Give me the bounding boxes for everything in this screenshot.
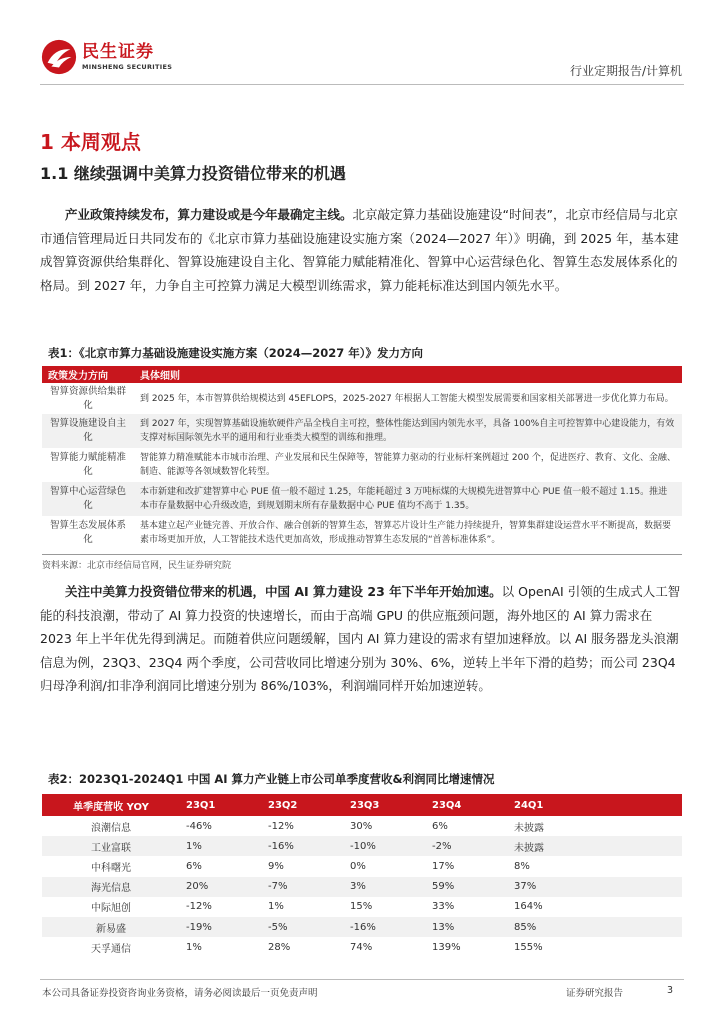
column-header: 23Q1 <box>180 794 262 816</box>
table-cell: 164% <box>514 901 543 913</box>
table-row <box>42 917 682 937</box>
logo-chinese-name: 民生证券 <box>82 41 154 62</box>
company-name: 天孚通信 <box>91 943 131 955</box>
header-divider <box>40 84 684 85</box>
table-cell: 20% <box>180 877 262 897</box>
table-row <box>42 383 682 414</box>
table-cell: 155% <box>514 941 543 953</box>
report-type: 行业定期报告/计算机 <box>569 64 682 78</box>
paragraph-policy-lead: 产业政策持续发布，算力建设或是今年最确定主线。 <box>65 207 353 222</box>
table-row <box>42 836 682 856</box>
column-header: 具体细则 <box>134 366 682 383</box>
footer-label: 证券研究报告 <box>566 988 624 999</box>
table-cell-detail: 到 2025 年，本市智算供给规模达到 45EFLOPS，2025-2027 年根据人工智能大模型发展需要和国家相关部署进一步优化算力布局。 <box>140 393 674 404</box>
table-cell: -16% <box>262 836 344 856</box>
table-cell-detail: 基本建立起产业链完善、开放合作、融合创新的智算生态，智算芯片设计生产能力持续提升，智算集群建设运营水平不断提高，数据要素市场更加开放，人工智能技术迭代更加高效，形成推动智算生态发展的“首善标准体系”。 <box>140 521 672 545</box>
table-cell: 6% <box>186 860 202 872</box>
table-header-row <box>42 794 682 816</box>
table-cell: -12% <box>186 901 212 913</box>
table1-bottom-rule <box>42 554 682 555</box>
column-header: 23Q4 <box>426 794 508 816</box>
table-cell: -7% <box>262 877 344 897</box>
table-cell: 28% <box>268 941 291 953</box>
table-cell: 1% <box>186 941 202 953</box>
table-row <box>42 816 682 836</box>
table-cell: 3% <box>344 877 426 897</box>
company-name: 浪潮信息 <box>91 822 131 834</box>
table-cell: -16% <box>344 917 426 937</box>
company-name: 新易盛 <box>42 917 180 937</box>
logo-english-name: MINSHENG SECURITIES <box>82 62 173 71</box>
paragraph-ai-compute-lead: 关注中美算力投资错位带来的机遇，中国 AI 算力建设 23 年下半年开始加速。 <box>65 584 502 599</box>
company-name: 工业富联 <box>42 836 180 856</box>
table-cell: -10% <box>344 836 426 856</box>
revenue-growth-table <box>42 794 682 957</box>
table-cell: 59% <box>426 877 508 897</box>
column-header: 23Q3 <box>344 794 426 816</box>
table-cell: 8% <box>514 860 530 872</box>
table-cell-direction: 智算设施建设自主化 <box>42 414 134 448</box>
table-cell-direction: 智算中心运营绿色化 <box>42 482 134 516</box>
table-cell-direction: 智算资源供给集群化 <box>49 385 126 411</box>
paragraph-policy-body: 北京敲定算力基础设施建设“时间表”，北京市经信局与北京市通信管理局近日共同发布的《北京市算力基础设施建设实施方案（2024—2027 年）》明确，到 2025 年，基本建成智算资源供给集群化、智算设施建设自主化、智算能力赋能精准化、智算中心运营绿色化、智算生态发展体系化的格局。到 2027 年，力争自主可控算力满足大模型训练需求，算力能耗标准达到国内领先水平。 <box>40 207 679 293</box>
table-cell: 9% <box>268 860 284 872</box>
minsheng-logo-icon <box>40 38 78 76</box>
table1-source: 资料来源：北京市经信局官网，民生证券研究院 <box>42 561 232 571</box>
table-cell: 33% <box>432 901 455 913</box>
table-cell-detail: 本市新建和改扩建智算中心 PUE 值一般不超过 1.25，年能耗超过 3 万吨标煤的大规模先进智算中心 PUE 值一般不超过 1.15。推进本市存量数据中心升级改造，到规划期末所有存量数据中心 PUE 值均不高于 1.35。 <box>134 482 682 516</box>
table-cell: 37% <box>508 877 682 897</box>
column-header: 24Q1 <box>508 794 682 816</box>
table-cell-detail: 智能算力精准赋能本市城市治理、产业发展和民生保障等，智能算力驱动的行业标杆案例超过 200 个，促进医疗、教育、文化、金融、制造、能源等各领域数智化转型。 <box>140 453 676 477</box>
table-header-row <box>42 366 682 383</box>
table-cell: 未披露 <box>514 822 544 834</box>
page-number: 3 <box>667 985 674 996</box>
table-row <box>42 448 682 482</box>
footer-disclaimer: 本公司具备证券投资咨询业务资格，请务必阅读最后一页免责声明 <box>42 988 318 999</box>
minsheng-logo <box>40 38 172 76</box>
table-cell-direction: 智算能力赋能精准化 <box>49 452 126 477</box>
table-row <box>42 516 682 550</box>
table-cell-direction: 智算生态发展体系化 <box>49 520 126 545</box>
table-cell: -5% <box>262 917 344 937</box>
table1-caption: 表1：《北京市算力基础设施建设实施方案（2024—2027 年）》发力方向 <box>48 346 424 360</box>
footer-divider <box>40 979 684 980</box>
paragraph-ai-compute <box>40 580 686 698</box>
table-cell: 未披露 <box>508 836 682 856</box>
table-row <box>42 856 682 876</box>
table-cell: 30% <box>350 820 373 832</box>
table-cell: 139% <box>432 941 461 953</box>
table-cell: 85% <box>508 917 682 937</box>
paragraph-ai-compute-body: 以 OpenAI 引领的生成式人工智能的科技浪潮，带动了 AI 算力投资的快速增长，而由于高端 GPU 的供应瓶颈问题，海外地区的 AI 算力需求在 2023 年上半年优先得到满足。而随着供应问题缓解，国内 AI 算力建设的需求有望加速释放。以 AI 服务器龙头浪潮信息为例，23Q3、23Q4 两个季度，公司营收同比增速分别为 30%、6%，逆转上半年下滑的趋势；而公司 23Q4 归母净利润/扣非净利润同比增速分别为 86%/103%，利润端同样开始加速逆转。 <box>40 584 681 693</box>
table-cell: -46% <box>186 820 212 832</box>
table-cell: 6% <box>432 820 448 832</box>
table-cell: 15% <box>350 901 373 913</box>
table-cell: -2% <box>426 836 508 856</box>
table-cell: 74% <box>350 941 373 953</box>
section-heading: 1 本周观点 <box>40 130 141 154</box>
table-cell: 1% <box>180 836 262 856</box>
policy-direction-table <box>42 366 682 550</box>
column-header: 单季度营收 YOY <box>42 794 180 816</box>
table-row <box>42 897 682 917</box>
table-cell: -12% <box>268 820 294 832</box>
table-cell: 13% <box>426 917 508 937</box>
table-row <box>42 877 682 897</box>
table-cell-detail: 到 2027 年，实现智算基础设施软硬件产品全栈自主可控，整体性能达到国内领先水平，具备 100%自主可控智算中心建设能力，有效支撑对标国际领先水平的通用和行业垂类大模型的训练和推理。 <box>134 414 682 448</box>
table-row <box>42 414 682 448</box>
column-header: 政策发力方向 <box>42 366 134 383</box>
table-cell: 0% <box>350 860 366 872</box>
table2-caption: 表2：2023Q1-2024Q1 中国 AI 算力产业链上市公司单季度营收&利润同比增速情况 <box>48 772 495 786</box>
column-header: 23Q2 <box>262 794 344 816</box>
table-row <box>42 482 682 516</box>
company-name: 中科曙光 <box>91 862 131 874</box>
table-row <box>42 937 682 957</box>
table-cell: -19% <box>180 917 262 937</box>
company-name: 海光信息 <box>42 877 180 897</box>
subsection-heading: 1.1 继续强调中美算力投资错位带来的机遇 <box>40 164 346 183</box>
table-cell: 1% <box>268 901 284 913</box>
company-name: 中际旭创 <box>91 903 131 915</box>
paragraph-policy <box>40 203 686 297</box>
table-cell: 17% <box>432 860 455 872</box>
